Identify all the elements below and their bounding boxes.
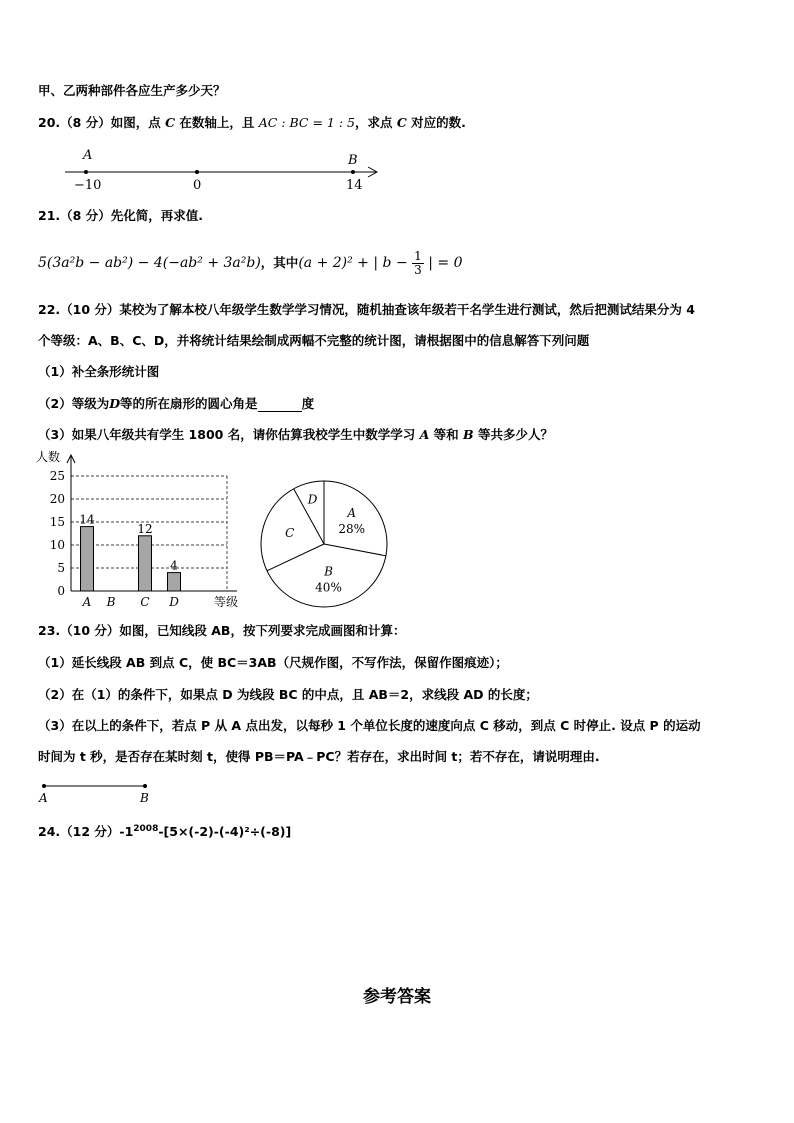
x-tick-label: A bbox=[82, 595, 92, 609]
q24-text bbox=[38, 821, 291, 840]
q21-expression bbox=[38, 250, 462, 284]
pie-slice-percent: 28% bbox=[338, 522, 366, 537]
y-tick-label: 0 bbox=[57, 584, 65, 598]
answer-blank bbox=[258, 399, 302, 412]
q20-point-c2: C bbox=[396, 115, 407, 130]
y-tick-label: 20 bbox=[49, 492, 65, 506]
bar-data-label: 12 bbox=[137, 521, 153, 536]
q21-cond: (a + 2)² + | b − bbox=[298, 255, 413, 271]
x-tick-label: D bbox=[169, 595, 179, 609]
y-tick-label: 15 bbox=[49, 515, 65, 529]
q22-sub3-pre: （3）如果八年级共有学生 1800 名，请你估算我校学生中数学学习 bbox=[38, 427, 416, 442]
q24-post: -[5×(-2)-(-4)²÷(-8)] bbox=[158, 824, 292, 840]
bar-data-label: 14 bbox=[79, 512, 95, 527]
y-tick-label: 10 bbox=[49, 538, 65, 552]
y-tick-label: 5 bbox=[57, 561, 65, 575]
q20-prefix: 20.（8 分）如图，点 bbox=[38, 115, 161, 130]
q21-frac-num: 1 bbox=[414, 249, 422, 263]
q20-mid: 在数轴上，且 bbox=[179, 115, 255, 130]
pie-slice-label: A bbox=[347, 506, 357, 521]
point-b-label: B bbox=[348, 153, 358, 168]
q22-sub3-b: B bbox=[463, 427, 474, 442]
point-origin-dot bbox=[195, 170, 199, 174]
q20-suffix: 对应的数. bbox=[411, 115, 466, 130]
q21-where: ，其中 bbox=[260, 255, 299, 270]
q24-pre: 24.（12 分）-1 bbox=[38, 824, 134, 840]
q24-sup: 2008 bbox=[133, 824, 159, 834]
segment-label-a: A bbox=[39, 791, 48, 805]
q22-sub3 bbox=[38, 427, 553, 443]
tick-label-14: 14 bbox=[346, 178, 363, 193]
point-b-dot bbox=[351, 170, 355, 174]
q23-line5: 时间为 t 秒，是否存在某时刻 t，使得 PB＝PA﹣PC？若存在，求出时间 t；若不存在，请说明理由. bbox=[38, 749, 600, 764]
bar bbox=[168, 573, 181, 591]
q22-sub2-pre: （2）等级为 bbox=[38, 396, 110, 411]
pie-slice-label: C bbox=[285, 525, 295, 540]
q21-frac-den: 3 bbox=[414, 263, 422, 277]
pie-chart bbox=[254, 476, 404, 616]
q22-sub2-post: 度 bbox=[301, 396, 315, 411]
number-line-figure bbox=[60, 142, 390, 194]
q22-sub3-post: 等共多少人？ bbox=[477, 427, 553, 442]
q22-sub2 bbox=[38, 396, 314, 412]
q23-line1: 23.（10 分）如图，已知线段 AB，按下列要求完成画图和计算： bbox=[38, 623, 406, 638]
x-axis-label: 等级 bbox=[214, 595, 239, 609]
q23-line3: （2）在（1）的条件下，如果点 D 为线段 BC 的中点，且 AB＝2，求线段 AD 的长度； bbox=[38, 687, 538, 702]
q22-sub3-mid: 等和 bbox=[433, 427, 459, 442]
q21-fraction bbox=[412, 250, 424, 277]
q23-line4: （3）在以上的条件下，若点 P 从 A 点出发，以每秒 1 个单位长度的速度向点 C 移动，到点 C 时停止. 设点 P 的运动 bbox=[38, 718, 701, 733]
q21-text: 21.（8 分）先化简，再求值. bbox=[38, 208, 203, 223]
q20-point-c: C bbox=[165, 115, 176, 130]
q22-line2: 个等级：A、B、C、D，并将统计结果绘制成两幅不完整的统计图，请根据图中的信息解答下列问题 bbox=[38, 333, 590, 348]
q21-cond-end: | = 0 bbox=[423, 255, 463, 271]
bar bbox=[81, 527, 94, 591]
point-a-dot bbox=[84, 170, 88, 174]
segment-point-b bbox=[143, 784, 147, 788]
q21-expr: 5(3a²b − ab²) − 4(−ab² + 3a²b) bbox=[38, 255, 261, 271]
x-tick-label: C bbox=[140, 595, 150, 609]
y-axis-label: 人数 bbox=[36, 450, 61, 464]
q22-sub2-d: D bbox=[109, 396, 121, 411]
q22-sub1: （1）补全条形统计图 bbox=[38, 364, 160, 379]
point-a-label: A bbox=[83, 148, 93, 163]
segment-label-b: B bbox=[140, 791, 149, 805]
q20-ratio: AC : BC = 1 : 5 bbox=[258, 115, 355, 130]
bar-chart bbox=[34, 448, 250, 612]
q22-sub2-mid: 等的所在扇形的圆心角是 bbox=[120, 396, 258, 411]
q20-text bbox=[38, 115, 466, 131]
pie-slice-percent: 40% bbox=[315, 580, 342, 595]
bar bbox=[139, 536, 152, 591]
tick-label-0: 0 bbox=[193, 178, 202, 193]
x-tick-label: B bbox=[106, 595, 116, 609]
pie-slice-label: D bbox=[307, 492, 318, 507]
q19-tail: 甲、乙两种部件各应生产多少天？ bbox=[38, 83, 226, 98]
bar-data-label: 4 bbox=[170, 558, 178, 573]
q22-line1: 22.（10 分）某校为了解本校八年级学生数学学习情况，随机抽查该年级若干名学生进行测试，然后把测试结果分为 4 bbox=[38, 302, 695, 317]
segment-point-a bbox=[42, 784, 46, 788]
q22-sub3-a: A bbox=[419, 427, 430, 442]
segment-ab-figure bbox=[34, 778, 164, 806]
y-tick-label: 25 bbox=[49, 469, 65, 483]
pie-slice-label: B bbox=[324, 564, 333, 579]
q20-mid2: ，求点 bbox=[354, 115, 393, 130]
tick-label-neg10: −10 bbox=[74, 178, 102, 193]
answer-section-title: 参考答案 bbox=[363, 987, 431, 1007]
q23-line2: （1）延长线段 AB 到点 C，使 BC＝3AB（尺规作图，不写作法，保留作图痕迹）； bbox=[38, 655, 508, 670]
